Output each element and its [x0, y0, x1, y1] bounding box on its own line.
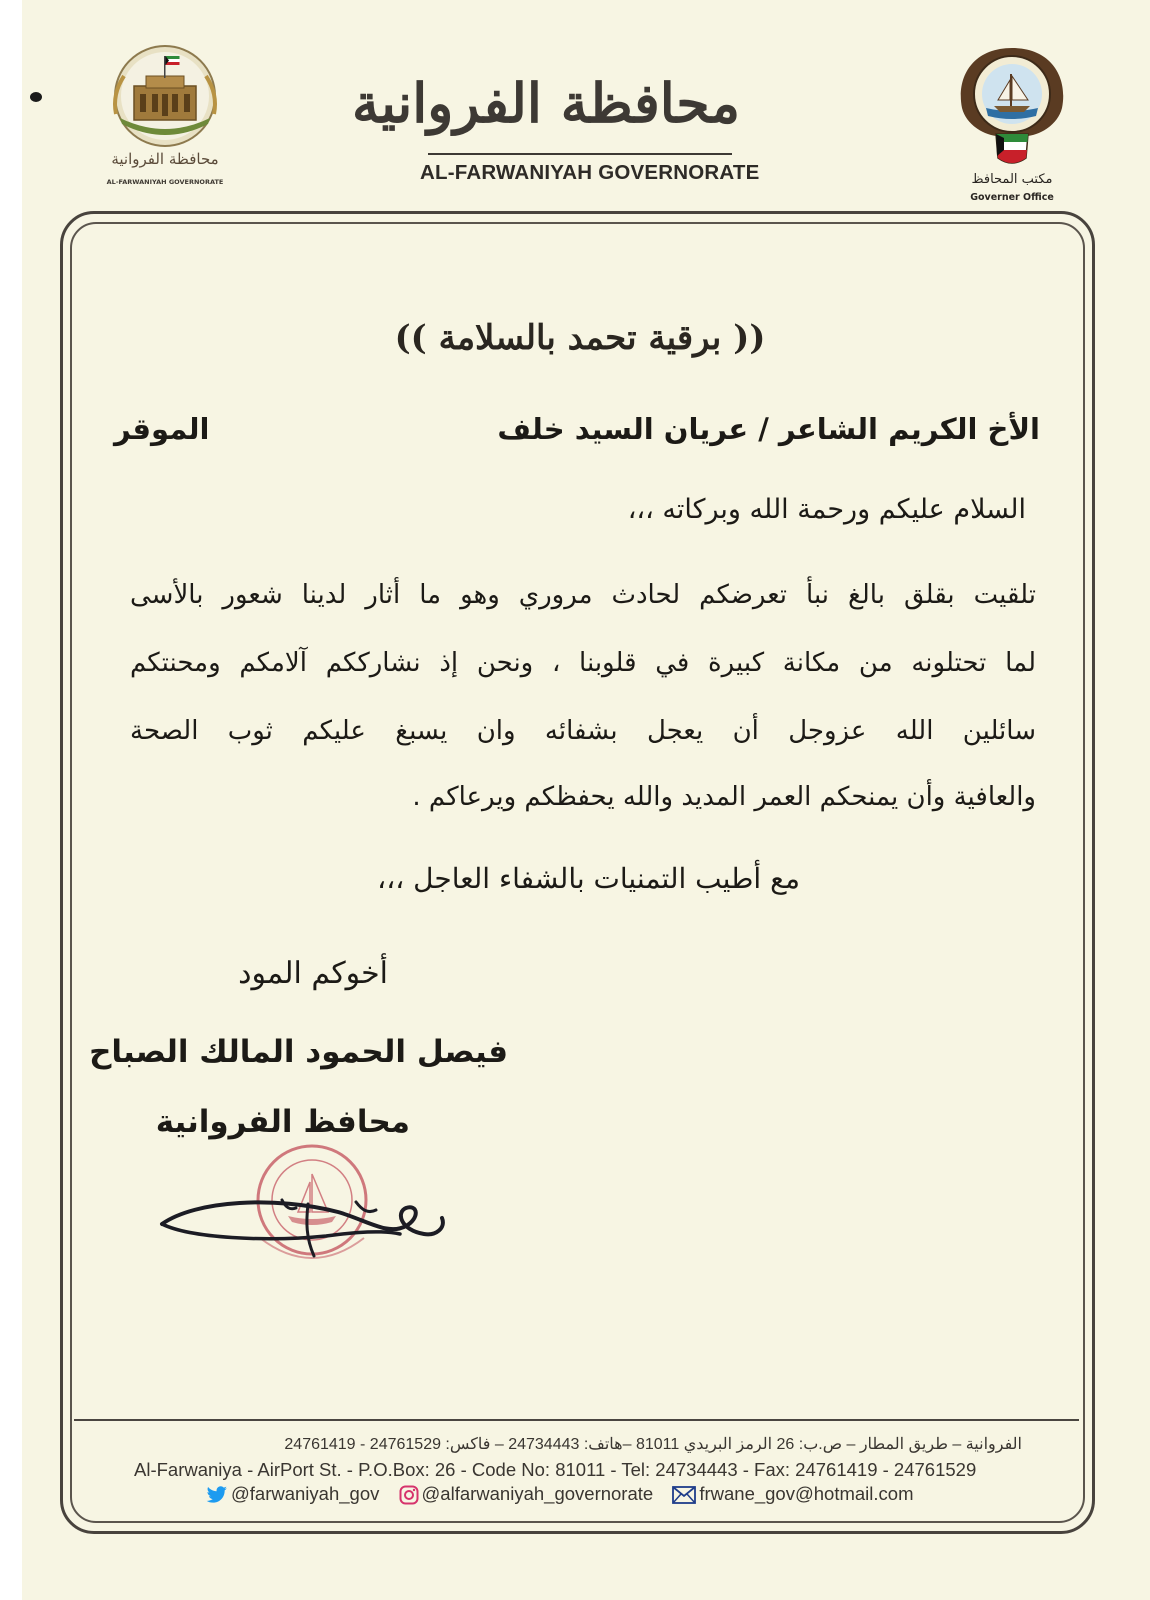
letterhead-title	[351, 55, 760, 195]
email-address: frwane_gov@hotmail.com	[699, 1483, 914, 1505]
letter-honorific: الموقر	[114, 412, 210, 446]
signer-name: فيصل الحمود المالك الصباح	[89, 1034, 508, 1070]
body-line: لما تحتلونه من مكانة كبيرة في قلوبنا ، ونحن إذ نشارككم آلامكم ومحنتكم	[130, 648, 1036, 678]
letter-greeting: السلام عليكم ورحمة الله وبركاته ،،،	[627, 494, 1026, 525]
governorate-logo	[102, 44, 228, 196]
signer-title: محافظ الفروانية	[155, 1104, 410, 1140]
handwritten-signature	[162, 1200, 443, 1256]
right-logo-caption-en: Governer Office	[970, 192, 1054, 203]
footer-contacts	[206, 1482, 927, 1506]
ink-dot	[30, 92, 42, 102]
instagram-icon	[399, 1485, 419, 1505]
letter-sign-off: أخوكم المود	[238, 956, 388, 991]
governorate-building-icon	[102, 44, 228, 148]
official-stamp-and-signature	[156, 1138, 456, 1298]
letter-subject: (( برقية تحمد بالسلامة ))	[394, 318, 766, 358]
governor-office-logo	[952, 38, 1072, 208]
left-logo-caption-en: AL-FARWANIYAH GOVERNORATE	[106, 178, 224, 186]
twitter-handle: @farwaniyah_gov	[231, 1483, 380, 1505]
twitter-icon	[206, 1486, 228, 1504]
twitter-contact[interactable]	[206, 1483, 379, 1505]
body-line: والعافية وأن يمنحكم العمر المديد والله يحفظكم ويرعاكم .	[412, 782, 1036, 812]
letter-addressee: الأخ الكريم الشاعر / عريان السيد خلف	[497, 412, 1040, 446]
body-line: تلقيت بقلق بالغ نبأ تعرضكم لحادث مروري وهو ما أثار لدينا شعور بالأسى	[130, 580, 1036, 610]
kuwait-coat-of-arms-icon	[952, 38, 1072, 170]
instagram-contact[interactable]	[399, 1483, 654, 1505]
right-logo-caption-ar: مكتب المحافظ	[971, 172, 1053, 187]
scan-edge	[0, 0, 22, 1600]
instagram-handle: @alfarwaniyah_governorate	[421, 1483, 654, 1505]
footer-divider	[74, 1419, 1079, 1421]
governorate-name-en: AL-FARWANIYAH GOVERNORATE	[420, 161, 760, 184]
governorate-name-ar: محافظة الفروانية	[351, 71, 740, 135]
title-divider	[428, 153, 732, 155]
email-contact[interactable]	[672, 1483, 913, 1505]
footer-address-en: Al-Farwaniya - AirPort St. - P.O.Box: 26 - Code No: 81011 - Tel: 24734443 - Fax: 24761419 - 24761529	[134, 1459, 977, 1480]
body-line: سائلين الله عزوجل أن يعجل بشفائه وان يسبغ عليكم ثوب الصحة	[130, 716, 1036, 746]
footer-address-ar: الفروانية – طريق المطار – ص.ب: 26 الرمز البريدي 81011 –هاتف: 24734443 – فاكس: 24761529 - 24761419	[284, 1436, 1022, 1453]
email-icon	[672, 1486, 696, 1504]
left-logo-caption-ar: محافظة الفروانية	[111, 150, 219, 168]
letter-closing: مع أطيب التمنيات بالشفاء العاجل ،،،	[377, 862, 800, 895]
